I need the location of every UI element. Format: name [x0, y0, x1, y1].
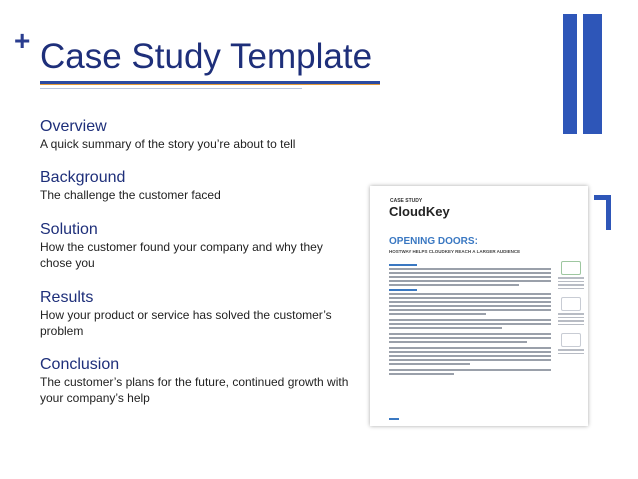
section-text: A quick summary of the story you’re about to tell [40, 137, 296, 151]
thumbnail-heading: OPENING DOORS: [389, 236, 478, 247]
section-heading: Conclusion [40, 356, 120, 373]
thumbnail-sidebar [558, 261, 584, 356]
slide-title: Case Study Template [40, 37, 373, 76]
section-heading: Results [40, 289, 94, 306]
thumbnail-label: CASE STUDY [390, 198, 423, 204]
chart-icon [561, 333, 581, 347]
decorative-bar-left [563, 14, 577, 134]
case-study-thumbnail [370, 186, 588, 426]
cloud-icon [561, 297, 581, 311]
thumbnail-subheading: HOSTWAY HELPS CLOUDKEY REACH A LARGER AUDIENCE [389, 249, 521, 254]
section-text: How the customer found your company and why they chose you [40, 240, 323, 270]
section-text: The challenge the customer faced [40, 188, 221, 202]
section-overview [40, 117, 350, 152]
section-heading: Overview [40, 118, 107, 135]
decorative-bar-right [583, 14, 602, 134]
section-heading: Solution [40, 221, 98, 238]
section-text: How your product or service has solved the customer’s problem [40, 308, 332, 338]
title-underline-thin [40, 88, 302, 89]
section-conclusion [40, 355, 350, 406]
corner-bracket-icon [594, 195, 611, 230]
section-background [40, 168, 350, 203]
section-results [40, 288, 350, 339]
thumbnail-logo: CloudKey [389, 204, 450, 219]
network-icon [561, 261, 581, 275]
plus-icon: + [14, 25, 31, 56]
title-underline-orange [40, 84, 380, 85]
section-heading: Background [40, 169, 126, 186]
section-solution [40, 220, 350, 271]
section-text: The customer’s plans for the future, continued growth with your company’s help [40, 375, 349, 405]
thumbnail-body-text [389, 261, 551, 377]
thumbnail-footer-mark [389, 418, 399, 420]
